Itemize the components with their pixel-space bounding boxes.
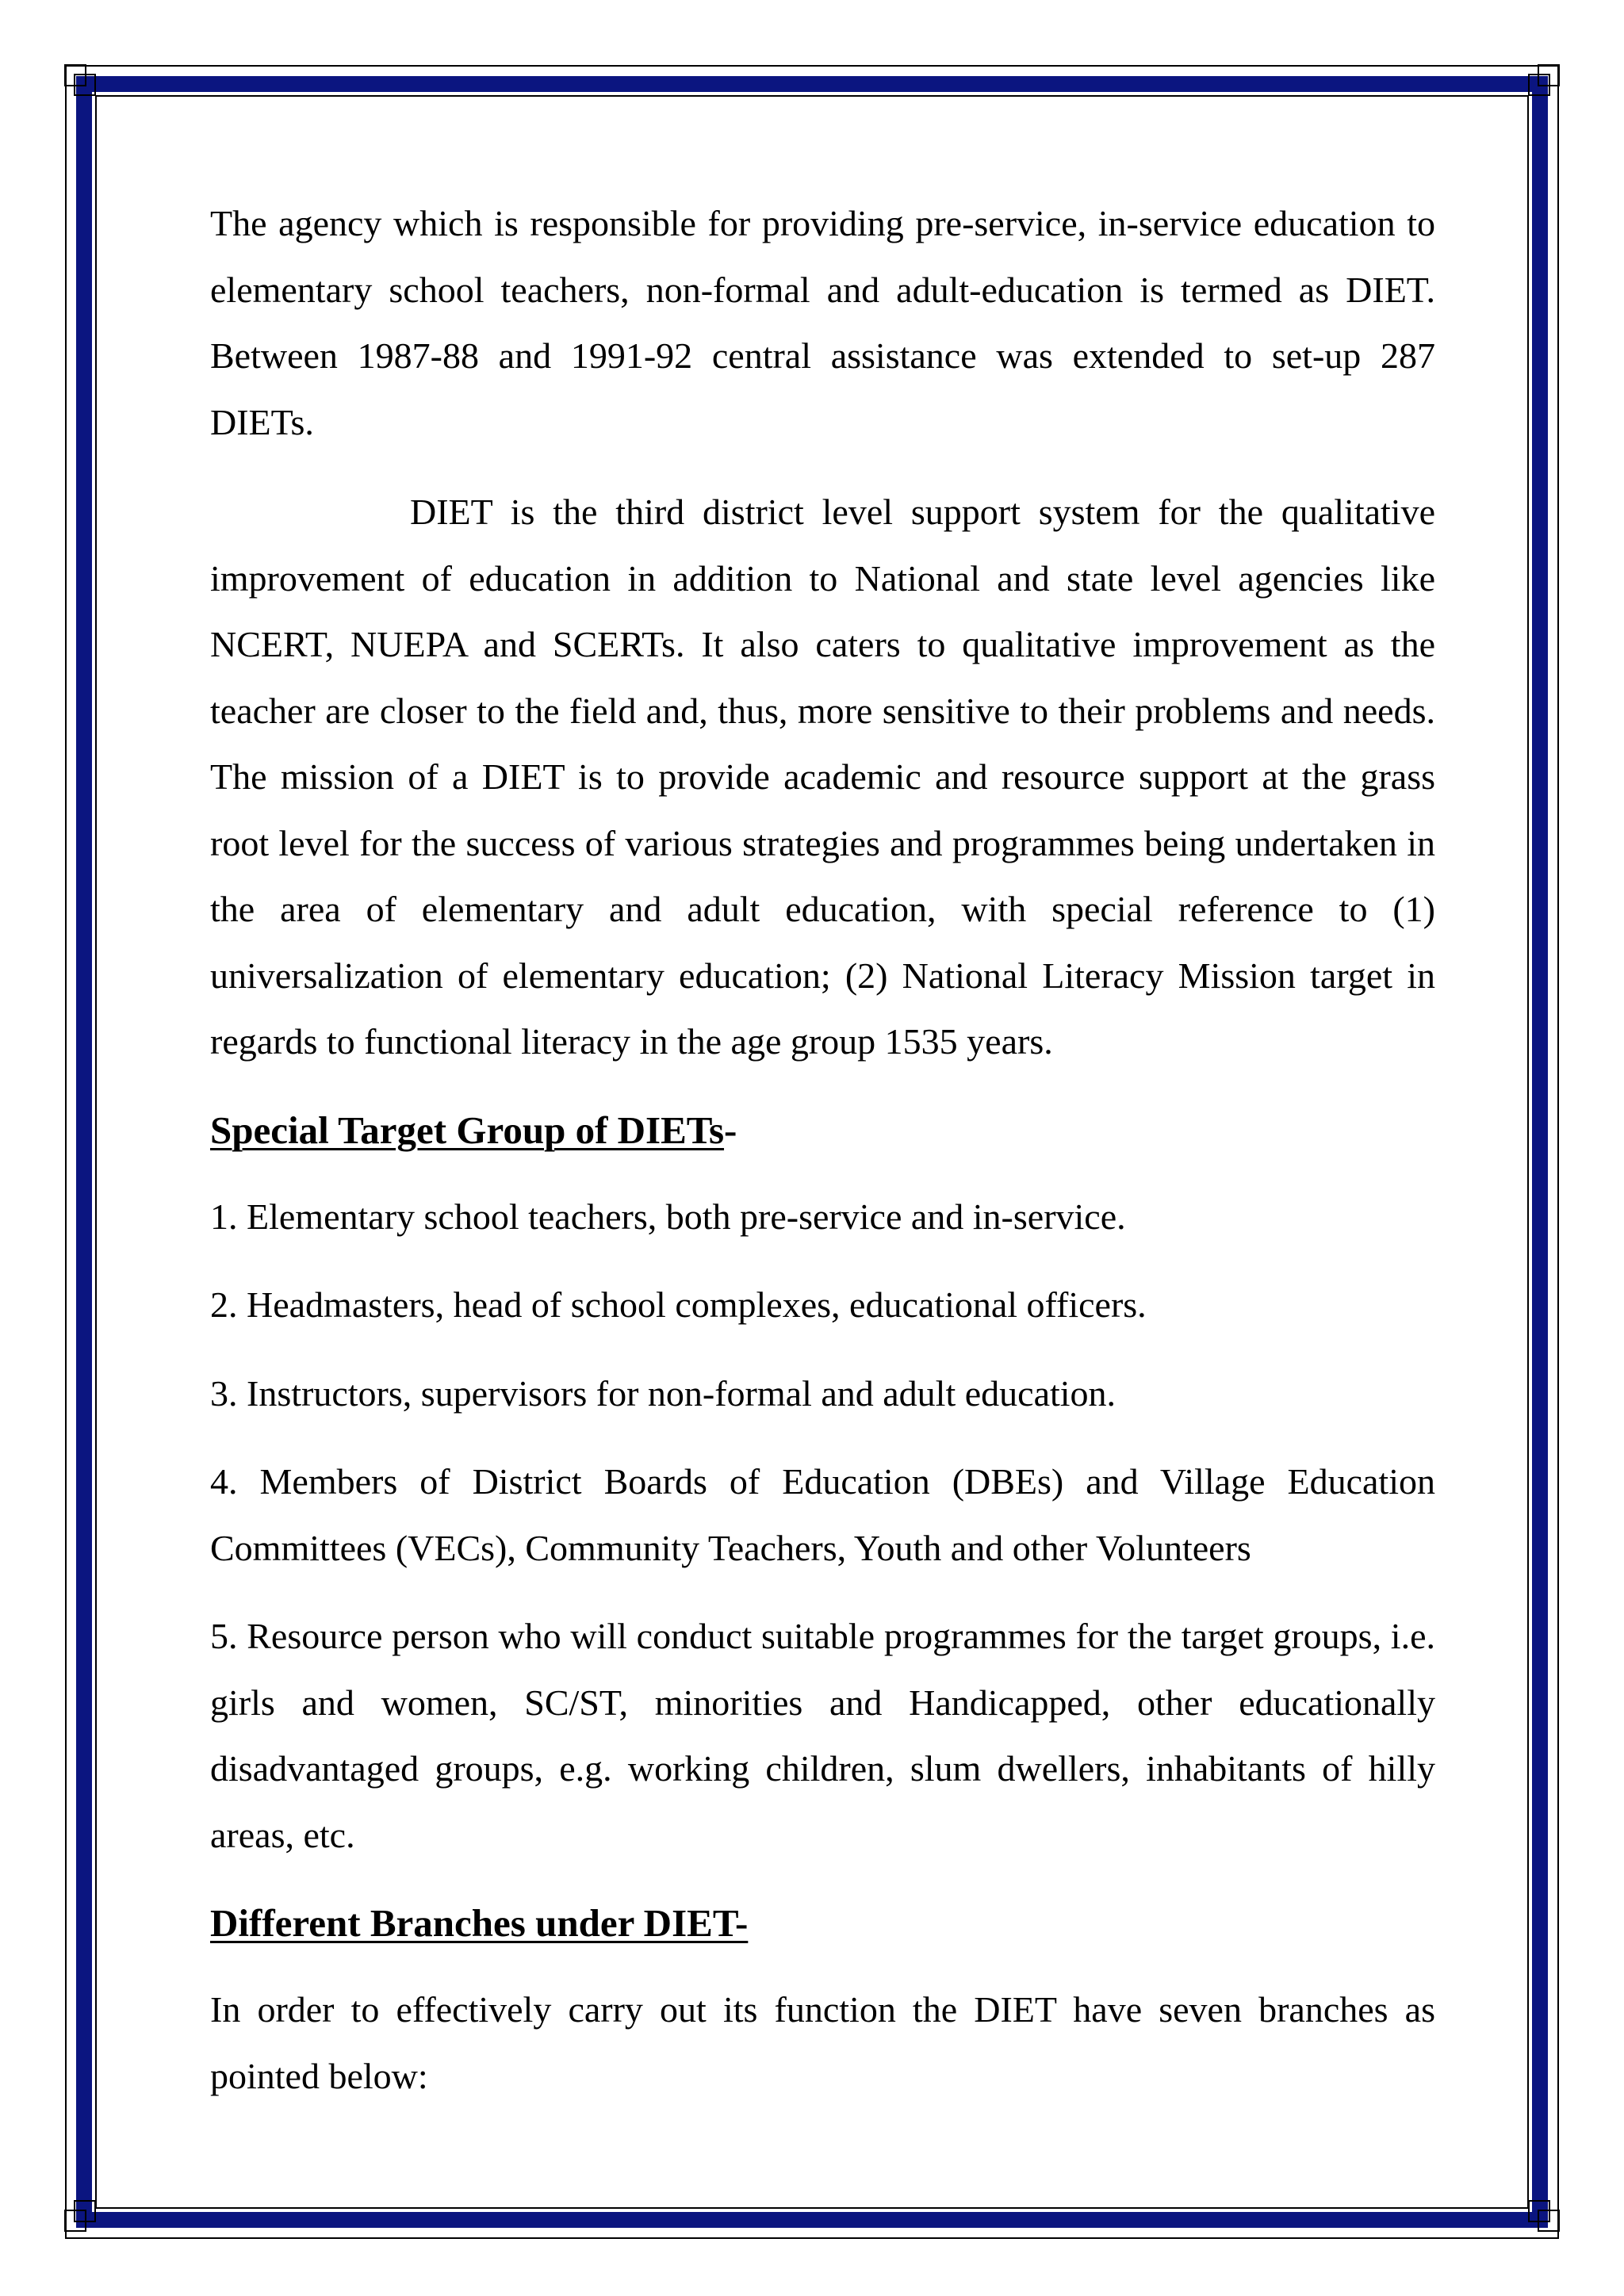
list-item: 1. Elementary school teachers, both pre-service and in-service. (210, 1196, 1126, 1237)
corner-ornament-bottom-right (1513, 2185, 1561, 2233)
section-heading-target-group-text: Special Target Group of DIETs (210, 1108, 725, 1152)
paragraph-diet-mission: DIET is the third district level support system for the qualitative improvement of education in addition to National and state level agencies like NCERT, NUEPA and SCERTs. It also caters to qualitative improvement as the teacher are closer to the field and, thus, more sensitive to their problems and needs. The mission of a DIET is to provide academic and resource support at the grass root level for the success of various strategies and programmes being undertaken in the area of elementary and adult education, with special reference to (1) universalization of elementary education; (2) National Literacy Mission target in regards to functional literacy in the age group 1535 years. (210, 492, 1435, 1062)
corner-ornament-top-left (63, 63, 111, 111)
list-item: 4. Members of District Boards of Education (DBEs) and Village Education Committees (VECs), Community Teachers, Youth and other Volunteers (210, 1461, 1435, 1568)
paragraph-branches: In order to effectively carry out its function the DIET have seven branches as pointed below: (210, 1989, 1435, 2096)
section-heading-target-group-suffix: - (724, 1108, 737, 1152)
list-item: 5. Resource person who will conduct suitable programmes for the target groups, i.e. girls and women, SC/ST, minorities and Handicapped, other educationally disadvantaged groups, e.g. working children, slum dwellers, inhabitants of hilly areas, etc. (210, 1616, 1435, 1855)
document-body (210, 190, 1435, 2109)
paragraph-intro: The agency which is responsible for providing pre-service, in-service education to elementary school teachers, non-formal and adult-education is termed as DIET. Between 1987-88 and 1991-92 central assistance was extended to set-up 287 DIETs. (210, 203, 1435, 442)
corner-ornament-bottom-left (63, 2185, 111, 2233)
list-item: 3. Instructors, supervisors for non-formal and adult education. (210, 1372, 1116, 1414)
corner-ornament-top-right (1513, 63, 1561, 111)
section-heading-target-group (210, 1097, 1435, 1163)
section-heading-branches (210, 1890, 1435, 1956)
list-item: 2. Headmasters, head of school complexes, educational officers. (210, 1284, 1147, 1325)
section-heading-branches-text: Different Branches under DIET- (210, 1901, 749, 1945)
